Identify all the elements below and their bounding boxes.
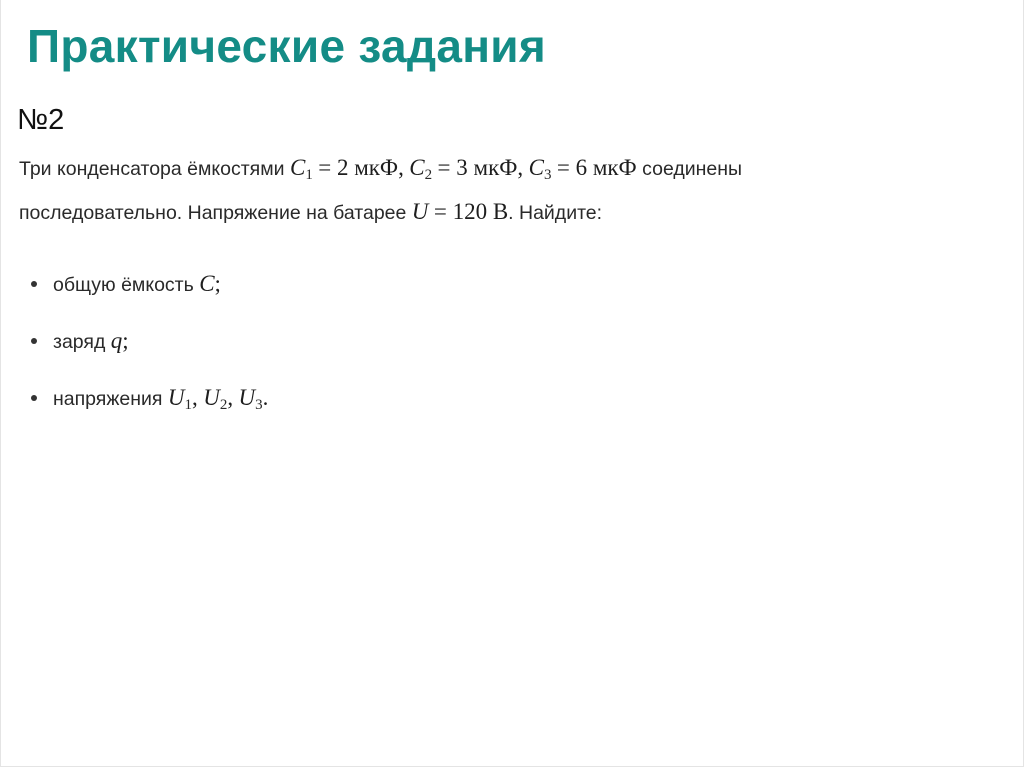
math-u1: U bbox=[167, 385, 185, 410]
math-u-value: = 120 В bbox=[433, 199, 509, 224]
math-c1: C bbox=[289, 155, 306, 180]
list-item-text: заряд bbox=[53, 331, 106, 353]
problem-text: последовательно. Напряжение на батарее bbox=[19, 202, 407, 224]
math-c3-value: = 6 мкФ bbox=[556, 155, 637, 180]
list-item bbox=[31, 262, 268, 319]
math-sub: 3 bbox=[543, 167, 552, 183]
list-item-text: общую ёмкость bbox=[53, 274, 194, 296]
math-punct: , bbox=[192, 385, 198, 410]
list-item bbox=[31, 376, 268, 433]
math-sub: 2 bbox=[219, 397, 228, 413]
math-u3: U bbox=[238, 385, 256, 410]
math-c2-value: = 3 мкФ, bbox=[437, 155, 524, 180]
problem-line-2 bbox=[19, 197, 602, 228]
math-c3: C bbox=[528, 155, 544, 180]
problem-text: . Найдите: bbox=[508, 202, 603, 224]
slide-title: Практические задания bbox=[27, 20, 547, 72]
math-punct: ; bbox=[214, 271, 221, 296]
list-item-text: напряжения bbox=[53, 388, 163, 410]
problem-text: соединены bbox=[642, 158, 743, 180]
problem-line-1 bbox=[19, 153, 742, 184]
math-punct: , bbox=[227, 385, 234, 410]
math-q: q bbox=[110, 328, 123, 353]
task-number: №2 bbox=[17, 104, 65, 136]
math-c: C bbox=[199, 271, 215, 296]
math-sub: 1 bbox=[184, 397, 193, 413]
bullet-dot-icon bbox=[31, 338, 37, 344]
math-punct: . bbox=[262, 385, 269, 410]
math-c2: C bbox=[409, 155, 425, 180]
task-list bbox=[31, 262, 268, 433]
math-u: U bbox=[411, 199, 429, 224]
problem-text: Три конденсатора ёмкостями bbox=[19, 158, 285, 180]
math-u2: U bbox=[203, 385, 220, 410]
list-item bbox=[31, 319, 268, 376]
math-sub: 1 bbox=[305, 167, 313, 183]
math-sub: 3 bbox=[255, 397, 263, 413]
bullet-dot-icon bbox=[31, 281, 37, 287]
math-c1-value: = 2 мкФ, bbox=[318, 155, 404, 180]
bullet-dot-icon bbox=[31, 395, 37, 401]
math-punct: ; bbox=[122, 328, 129, 353]
math-sub: 2 bbox=[424, 167, 433, 183]
